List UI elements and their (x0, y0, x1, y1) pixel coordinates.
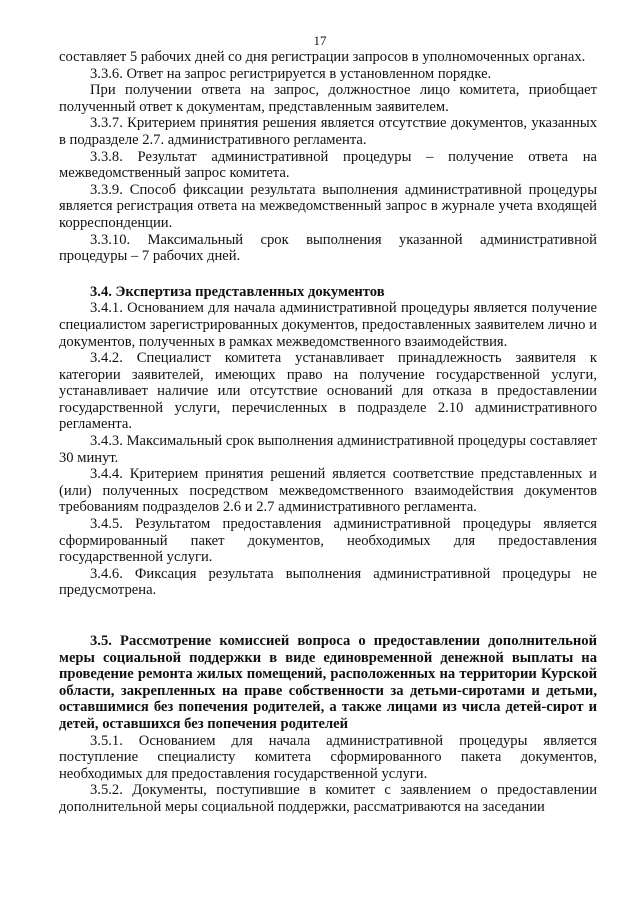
paragraph-3-3-9: 3.3.9. Способ фиксации результата выполнения административной процедуры является регистрация ответа на межведомственный запрос в журнале учета входящей корреспонденции. (59, 181, 597, 231)
document-body (59, 49, 597, 816)
paragraph-3-3-8: 3.3.8. Результат административной процедуры – получение ответа на межведомственный запрос комитета. (59, 148, 597, 182)
paragraph-3-3-6: 3.3.6. Ответ на запрос регистрируется в установленном порядке. (90, 65, 492, 82)
paragraph-3-4-2: 3.4.2. Специалист комитета устанавливает принадлежность заявителя к категории заявителей, имеющих право на получение государственной услуги, устанавливает наличие или отсутствие оснований для отказа в предоставлении государственной услуги, перечисленных в подразделе 2.10 административного регламента. (59, 350, 597, 433)
section-heading-3-4: 3.4. Экспертиза представленных документов (90, 283, 385, 300)
page-number: 17 (313, 33, 327, 48)
paragraph-3-4-5: 3.4.5. Результатом предоставления административной процедуры является сформированный пакет документов, необходимых для предоставления государственной услуги. (59, 516, 597, 566)
section-heading-3-5: 3.5. Рассмотрение комиссией вопроса о предоставлении дополнительной меры социальной поддержки в виде единовременной денежной выплаты на проведение ремонта жилых помещений, расположенных на территории Курской области, закрепленных на праве собственности за детьми-сиротами и детьми, оставшимися без попечения родителей, а также лицами из числа детей-сирот и детей, оставшихся без попечения родителей (59, 633, 597, 732)
paragraph-3-5-1: 3.5.1. Основанием для начала административной процедуры является поступление специалисту комитета сформированного пакета документов, необходимых для предоставления государственной услуги. (59, 732, 597, 782)
paragraph-3-4-4: 3.4.4. Критерием принятия решений является соответствие представленных и (или) полученных посредством межведомственного взаимодействия документов требованиям подразделов 2.6 и 2.7 административного регламента. (59, 466, 597, 516)
section-spacer (59, 265, 597, 284)
paragraph-3-3-7: 3.3.7. Критерием принятия решения является отсутствие документов, указанных в подразделе 2.7. административного регламента. (59, 115, 597, 148)
paragraph-3-3-10: 3.3.10. Максимальный срок выполнения указанной административной процедуры – 7 рабочих дней. (59, 231, 597, 265)
paragraph-3-4-1: 3.4.1. Основанием для начала административной процедуры является получение специалистом зарегистрированных документов, предоставленных заявителем лично и документов, полученных в рамках межведомственного взаимодействия. (59, 300, 597, 350)
section-spacer (59, 599, 597, 633)
paragraph-3-4-6: 3.4.6. Фиксация результата выполнения административной процедуры не предусмотрена. (59, 565, 597, 599)
paragraph-3-5-2: 3.5.2. Документы, поступившие в комитет с заявлением о предоставлении дополнительной меры социальной поддержки, рассматриваются на заседании (59, 782, 597, 815)
paragraph-3-3-6-response: При получении ответа на запрос, должностное лицо комитета, приобщает полученный ответ к документам, представленным заявителем. (59, 82, 597, 115)
paragraph-3-3-5-continuation: составляет 5 рабочих дней со дня регистрации запросов в уполномоченных органах. (59, 49, 586, 65)
paragraph-3-4-3: 3.4.3. Максимальный срок выполнения административной процедуры составляет 30 минут. (59, 433, 597, 466)
